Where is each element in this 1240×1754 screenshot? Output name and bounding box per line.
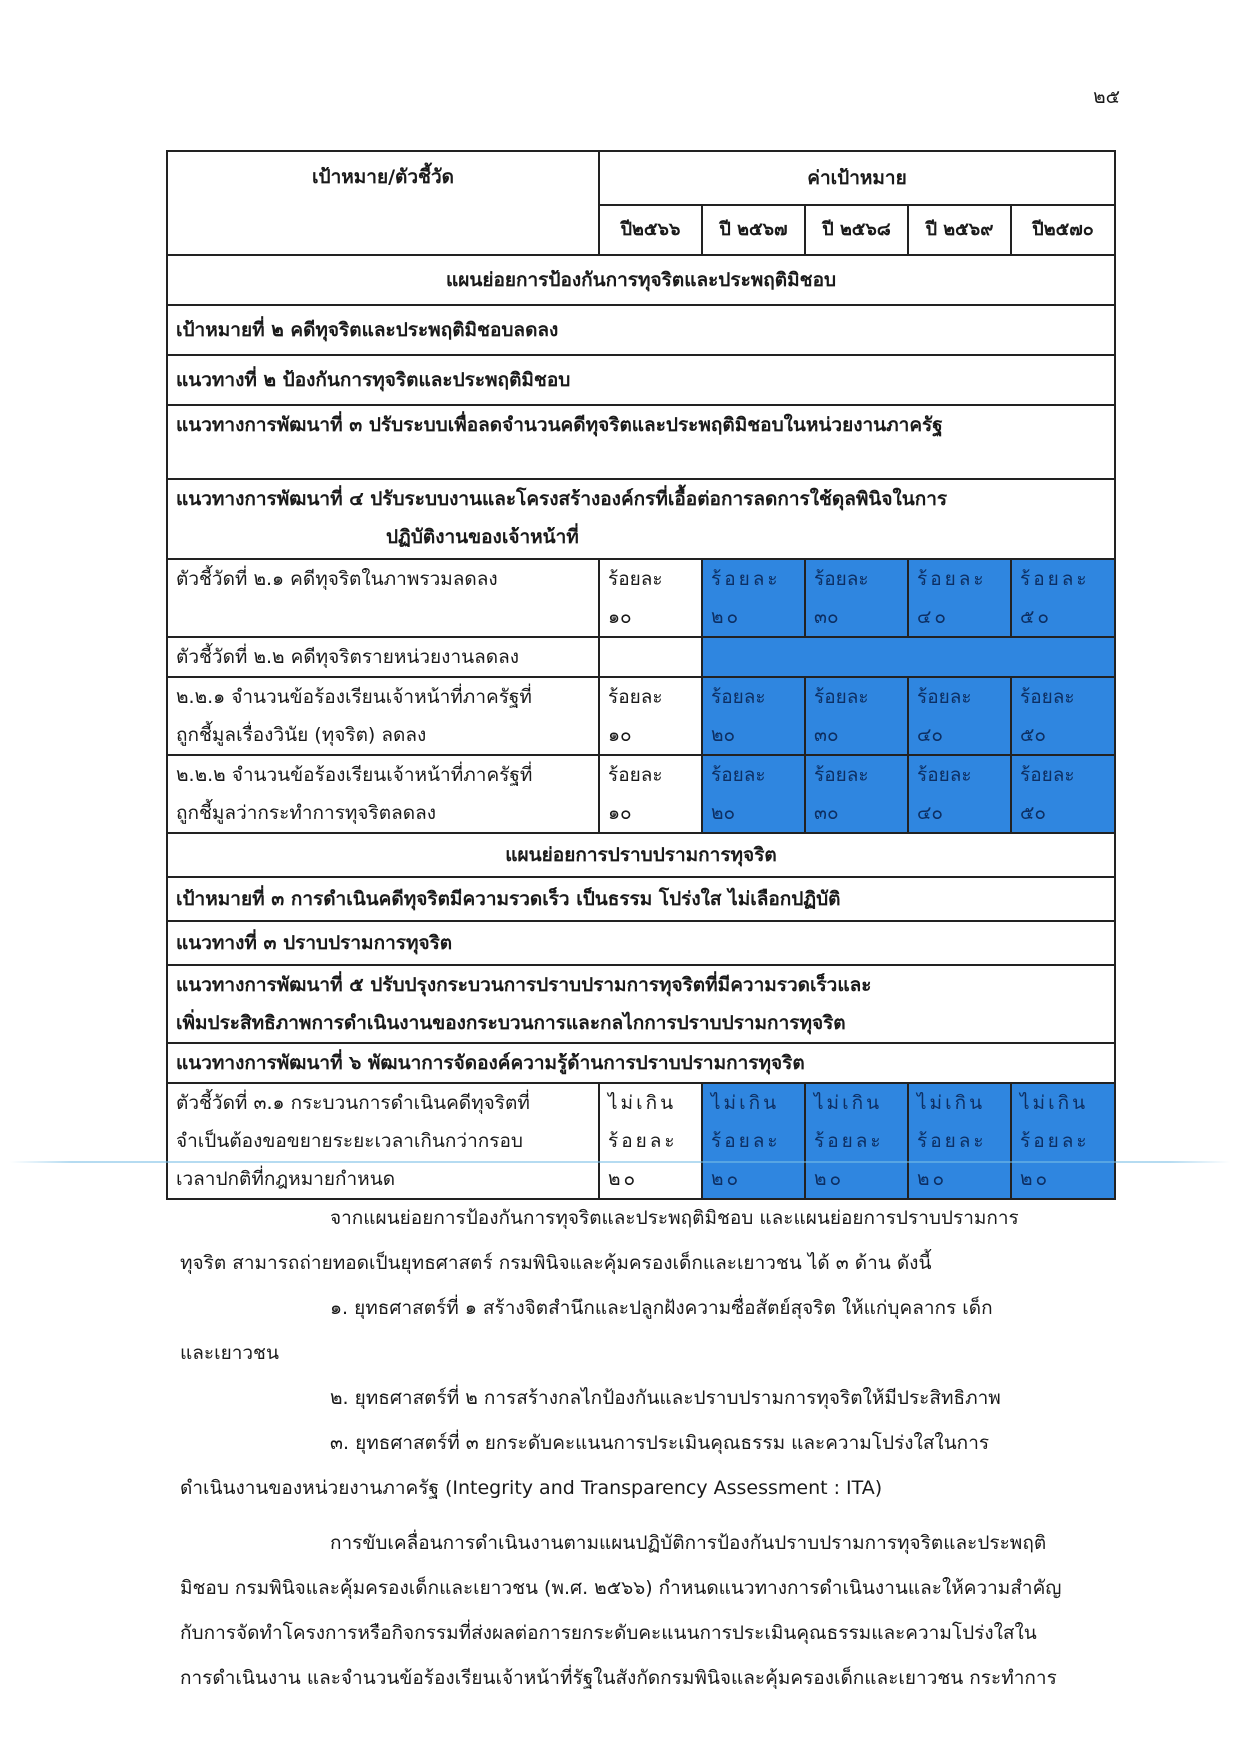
header-target: ค่าเป้าหมาย (599, 151, 1115, 205)
approach-3: แนวทางที่ ๓ ปราบปรามการทุจริต (167, 921, 1115, 965)
development-4-line1: แนวทางการพัฒนาที่ ๔ ปรับระบบงานและโครงสร้างองค์กรที่เอื้อต่อการลดการใช้ดุลพินิจในการ (176, 488, 948, 510)
value-number: ๑๐ (608, 724, 632, 746)
value-unit: ร้อยละ (814, 764, 869, 786)
section-prevention-title: แผนย่อยการป้องกันการทุจริตและประพฤติมิชอบ (167, 255, 1115, 305)
value-unit: ร้อยละ (608, 568, 663, 590)
strategy-3-line-2: ดำเนินงานของหน่วยงานภาครัฐ (Integrity and Transparency Assessment : ITA) (180, 1477, 883, 1499)
indicator-3-1-value-4 (908, 1083, 1011, 1199)
section-suppression-title: แผนย่อยการปราบปรามการทุจริต (167, 833, 1115, 877)
value-unit: ร้อยละ (814, 568, 869, 590)
value-unit: ร้อยละ (814, 686, 869, 708)
value-number: ๒๐ (711, 606, 742, 628)
label-line: ถูกชี้มูลเรื่องวินัย (ทุจริต) ลดลง (176, 724, 427, 746)
value-unit: ร้อยละ (608, 1130, 678, 1152)
indicator-2-2-1-value-5 (1011, 677, 1115, 755)
paragraph-2-line-3: กับการจัดทำโครงการหรือกิจกรรมที่ส่งผลต่อการยกระดับคะแนนการประเมินคุณธรรมและความโปร่งใสใน (180, 1622, 1037, 1644)
value-number: ๒๐ (814, 1168, 845, 1190)
value-unit: ร้อยละ (1020, 568, 1090, 590)
page-number: ๒๕ (1093, 86, 1120, 108)
label-line: เวลาปกติที่กฎหมายกำหนด (176, 1168, 396, 1190)
body-text (180, 1196, 1130, 1701)
value-qualifier: ไม่เกิน (814, 1092, 883, 1114)
value-qualifier: ไม่เกิน (711, 1092, 780, 1114)
label-line: จำเป็นต้องขอขยายระยะเวลาเกินกว่ากรอบ (176, 1130, 523, 1152)
indicator-2-2-label: ตัวชี้วัดที่ ๒.๒ คดีทุจริตรายหน่วยงานลดลง (167, 637, 599, 677)
value-number: ๒๐ (1020, 1168, 1051, 1190)
value-number: ๕๐ (1020, 724, 1046, 746)
indicator-2-2-2-value-1 (599, 755, 702, 833)
development-6: แนวทางการพัฒนาที่ ๖ พัฒนาการจัดองค์ความรู้ด้านการปราบปรามการทุจริต (167, 1043, 1115, 1083)
value-number: ๔๐ (917, 724, 943, 746)
value-number: ๒๐ (608, 1168, 639, 1190)
indicator-2-2-1-label (167, 677, 599, 755)
paragraph-1-line-2: ทุจริต สามารถถ่ายทอดเป็นยุทธศาสตร์ กรมพินิจและคุ้มครองเด็กและเยาวชน ได้ ๓ ด้าน ดังนี้ (180, 1252, 932, 1274)
year-4: ปี ๒๕๖๙ (908, 205, 1011, 255)
indicator-3-1-value-5 (1011, 1083, 1115, 1199)
value-number: ๑๐ (608, 802, 632, 824)
value-number: ๒๐ (711, 1168, 742, 1190)
indicator-2-1-value-2 (702, 559, 805, 637)
indicator-3-1-value-1 (599, 1083, 702, 1199)
value-number: ๒๐ (917, 1168, 948, 1190)
value-number: ๒๐ (711, 802, 736, 824)
value-unit: ร้อยละ (711, 764, 766, 786)
value-unit: ร้อยละ (1020, 764, 1075, 786)
value-unit: ร้อยละ (1020, 686, 1075, 708)
strategy-3-line-1: ๓. ยุทธศาสตร์ที่ ๓ ยกระดับคะแนนการประเมินคุณธรรม และความโปร่งใสในการ (330, 1432, 990, 1454)
strategy-1-line-1: ๑. ยุทธศาสตร์ที่ ๑ สร้างจิตสำนึกและปลูกฝังความซื่อสัตย์สุจริต ให้แก่บุคลากร เด็ก (330, 1297, 993, 1319)
value-unit: ร้อยละ (608, 686, 663, 708)
goal-3: เป้าหมายที่ ๓ การดำเนินคดีทุจริตมีความรวดเร็ว เป็นธรรม โปร่งใส ไม่เลือกปฏิบัติ (167, 877, 1115, 921)
value-unit: ร้อยละ (917, 686, 972, 708)
indicator-2-2-empty (599, 637, 702, 677)
indicator-2-1-value-1 (599, 559, 702, 637)
value-unit: ร้อยละ (917, 1130, 987, 1152)
indicator-2-2-2-value-2 (702, 755, 805, 833)
approach-2: แนวทางที่ ๒ ป้องกันการทุจริตและประพฤติมิชอบ (167, 355, 1115, 405)
header-indicator: เป้าหมาย/ตัวชี้วัด (167, 151, 599, 255)
value-unit: ร้อยละ (917, 764, 972, 786)
indicator-2-2-1-value-2 (702, 677, 805, 755)
indicator-2-2-2-value-5 (1011, 755, 1115, 833)
year-2: ปี ๒๕๖๗ (702, 205, 805, 255)
indicator-3-1-value-2 (702, 1083, 805, 1199)
value-qualifier: ไม่เกิน (917, 1092, 986, 1114)
value-number: ๔๐ (917, 606, 949, 628)
paragraph-1-line-1: จากแผนย่อยการป้องกันการทุจริตและประพฤติมิชอบ และแผนย่อยการปราบปรามการ (330, 1207, 1019, 1229)
label-line: ถูกชี้มูลว่ากระทำการทุจริตลดลง (176, 802, 436, 824)
value-unit: ร้อยละ (1020, 1130, 1090, 1152)
development-4 (167, 479, 1115, 559)
paragraph-2-line-4: การดำเนินงาน และจำนวนข้อร้องเรียนเจ้าหน้าที่รัฐในสังกัดกรมพินิจและคุ้มครองเด็กและเยาวชน กระทำการ (180, 1667, 1057, 1689)
value-unit: ร้อยละ (711, 1130, 781, 1152)
value-number: ๕๐ (1020, 802, 1046, 824)
value-unit: ร้อยละ (711, 568, 781, 590)
indicator-2-2-2-value-4 (908, 755, 1011, 833)
paragraph-2-line-2: มิชอบ กรมพินิจและคุ้มครองเด็กและเยาวชน (พ.ศ. ๒๕๖๖) กำหนดแนวทางการดำเนินงานและให้ความสำคัญ (180, 1577, 1062, 1599)
value-number: ๓๐ (814, 606, 839, 628)
indicator-2-2-2-value-3 (805, 755, 908, 833)
label-line: ๒.๒.๒ จำนวนข้อร้องเรียนเจ้าหน้าที่ภาครัฐที่ (176, 764, 533, 786)
indicator-2-2-1-value-1 (599, 677, 702, 755)
value-number: ๒๐ (711, 724, 736, 746)
target-table (166, 150, 1116, 1200)
indicator-2-2-2-label (167, 755, 599, 833)
indicator-2-1-value-5 (1011, 559, 1115, 637)
indicator-2-2-1-value-4 (908, 677, 1011, 755)
indicator-2-2-highlight (702, 637, 1115, 677)
value-number: ๔๐ (917, 802, 943, 824)
development-3: แนวทางการพัฒนาที่ ๓ ปรับระบบเพื่อลดจำนวนคดีทุจริตและประพฤติมิชอบในหน่วยงานภาครัฐ (167, 405, 1115, 479)
scan-artifact-line (10, 1161, 1230, 1163)
indicator-2-2-1-value-3 (805, 677, 908, 755)
value-unit: ร้อยละ (814, 1130, 884, 1152)
year-5: ปี๒๕๗๐ (1011, 205, 1115, 255)
indicator-3-1-label (167, 1083, 599, 1199)
label-line: ตัวชี้วัดที่ ๓.๑ กระบวนการดำเนินคดีทุจริตที่ (176, 1092, 530, 1114)
value-number: ๑๐ (608, 606, 632, 628)
year-3: ปี ๒๕๖๘ (805, 205, 908, 255)
value-qualifier: ไม่เกิน (1020, 1092, 1089, 1114)
paragraph-2-line-1: การขับเคลื่อนการดำเนินงานตามแผนปฏิบัติการป้องกันปราบปรามการทุจริตและประพฤติ (330, 1532, 1047, 1554)
development-5-line1: แนวทางการพัฒนาที่ ๕ ปรับปรุงกระบวนการปราบปรามการทุจริตที่มีความรวดเร็วและ (176, 974, 872, 996)
development-5-line2: เพิ่มประสิทธิภาพการดำเนินงานของกระบวนการและกลไกการปราบปรามการทุจริต (176, 1012, 846, 1034)
strategy-2: ๒. ยุทธศาสตร์ที่ ๒ การสร้างกลไกป้องกันและปราบปรามการทุจริตให้มีประสิทธิภาพ (330, 1387, 1001, 1409)
indicator-3-1-value-3 (805, 1083, 908, 1199)
value-unit: ร้อยละ (711, 686, 766, 708)
value-qualifier: ไม่เกิน (608, 1092, 677, 1114)
indicator-2-1-label: ตัวชี้วัดที่ ๒.๑ คดีทุจริตในภาพรวมลดลง (167, 559, 599, 637)
value-number: ๕๐ (1020, 606, 1052, 628)
year-1: ปี๒๕๖๖ (599, 205, 702, 255)
value-unit: ร้อยละ (917, 568, 987, 590)
label-line: ๒.๒.๑ จำนวนข้อร้องเรียนเจ้าหน้าที่ภาครัฐที่ (176, 686, 532, 708)
value-number: ๓๐ (814, 724, 839, 746)
development-4-line2: ปฏิบัติงานของเจ้าหน้าที่ (386, 526, 579, 548)
indicator-2-1-value-3 (805, 559, 908, 637)
value-unit: ร้อยละ (608, 764, 663, 786)
development-5 (167, 965, 1115, 1043)
value-number: ๓๐ (814, 802, 839, 824)
strategy-1-line-2: และเยาวชน (180, 1342, 279, 1364)
indicator-2-1-value-4 (908, 559, 1011, 637)
goal-2: เป้าหมายที่ ๒ คดีทุจริตและประพฤติมิชอบลดลง (167, 305, 1115, 355)
